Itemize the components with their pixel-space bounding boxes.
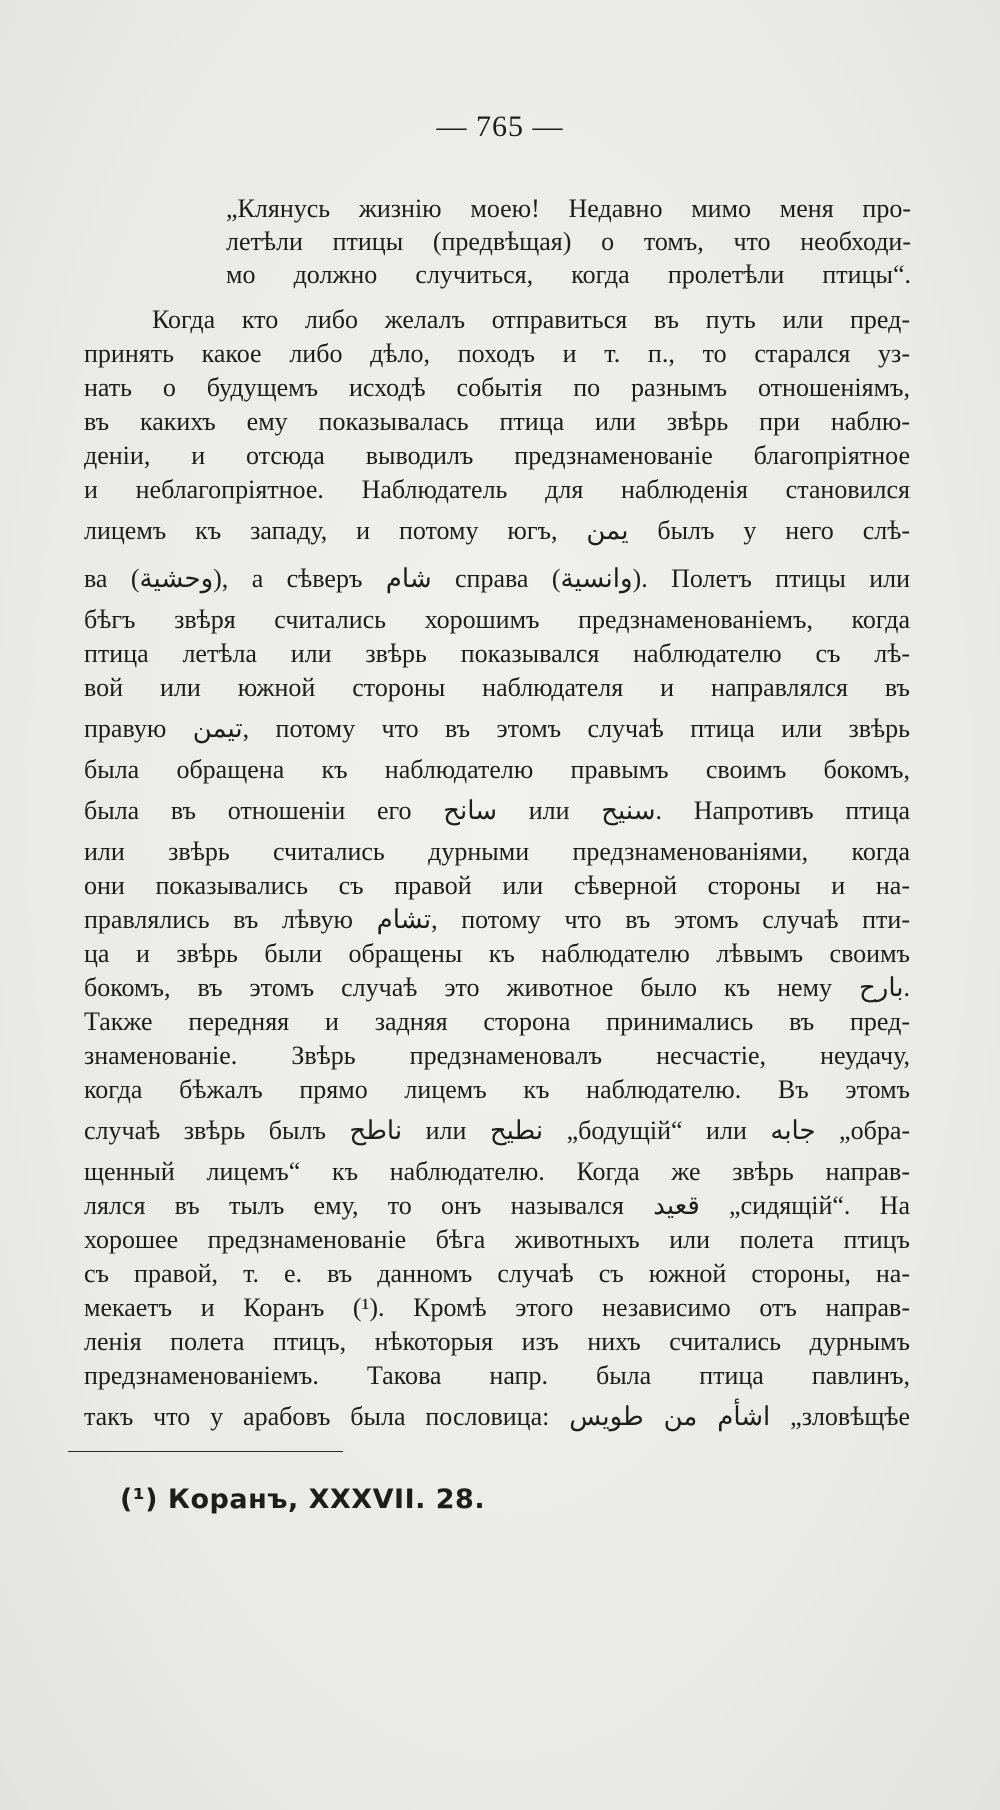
body-line: нать о будущемъ исходѣ событія по разнымъ отношеніямъ, bbox=[84, 373, 910, 402]
body-line: была обращена къ наблюдателю правымъ своимъ бокомъ, bbox=[84, 755, 910, 784]
body-line: лялся въ тылъ ему, то онъ назывался قعيد „сидящій“. На bbox=[84, 1191, 910, 1220]
body-line: такъ что у арабовъ была пословица: اشأم من طويس „зловѣщѣе bbox=[84, 1402, 911, 1431]
body-line: знаменованіе. Звѣрь предзнаменовалъ несчастіе, неудачу, bbox=[84, 1041, 910, 1070]
main-paragraph bbox=[84, 303, 910, 1441]
body-line: мекаетъ и Коранъ (¹). Кромѣ этого независимо отъ направ- bbox=[84, 1293, 910, 1322]
body-line: бѣгъ звѣря считались хорошимъ предзнаменованіемъ, когда bbox=[84, 605, 910, 634]
body-line: правую تيمن, потому что въ этомъ случаѣ птица или звѣрь bbox=[84, 714, 911, 743]
quote-line: мо должно случиться, когда пролетѣли птицы“. bbox=[226, 260, 911, 289]
body-line: когда бѣжалъ прямо лицемъ къ наблюдателю. Въ этомъ bbox=[84, 1075, 910, 1104]
footnote-divider bbox=[68, 1451, 343, 1452]
body-line: Также передняя и задняя сторона принимались въ пред- bbox=[84, 1007, 910, 1036]
quote-block bbox=[226, 192, 911, 291]
body-line: деніи, и отсюда выводилъ предзнаменованіе благопріятное bbox=[84, 441, 910, 470]
body-line: они показывались съ правой или сѣверной стороны и на- bbox=[84, 871, 910, 900]
body-line: правлялись въ лѣвую تشام, потому что въ этомъ случаѣ пти- bbox=[84, 905, 910, 934]
body-line: и неблагопріятное. Наблюдатель для наблюденія становился bbox=[84, 475, 910, 504]
body-line: случаѣ звѣрь былъ ناطح или نطيح „бодущій“ или جابه „обра- bbox=[84, 1116, 911, 1145]
body-line: лицемъ къ западу, и потому югъ, يمن былъ у него слѣ- bbox=[84, 516, 910, 545]
body-line: Когда кто либо желалъ отправиться въ путь или пред- bbox=[152, 305, 910, 334]
quote-line: „Клянусь жизнію моею! Недавно мимо меня про- bbox=[226, 194, 911, 223]
footnote: (¹) Коранъ, XXXVII. 28. bbox=[120, 1484, 486, 1515]
body-line: хорошее предзнаменованіе бѣга животныхъ или полета птицъ bbox=[84, 1225, 910, 1254]
body-line: принять какое либо дѣло, походъ и т. п., то старался уз- bbox=[84, 339, 910, 368]
page-number: — 765 — bbox=[436, 110, 564, 143]
quote-line: летѣли птицы (предвѣщая) о томъ, что необходи- bbox=[226, 227, 911, 256]
body-line: была въ отношеніи его سانح или سنيح. Напротивъ птица bbox=[84, 796, 910, 825]
body-line: ца и звѣрь были обращены къ наблюдателю лѣвымъ своимъ bbox=[84, 939, 910, 968]
body-line: вой или южной стороны наблюдателя и направлялся въ bbox=[84, 673, 910, 702]
body-line: или звѣрь считались дурными предзнаменованіями, когда bbox=[84, 837, 910, 866]
body-line: щенный лицемъ“ къ наблюдателю. Когда же звѣрь направ- bbox=[84, 1157, 910, 1186]
body-line: ва (وحشية), а сѣверъ شام справа (وانسية). Полетъ птицы или bbox=[84, 564, 910, 593]
body-line: въ какихъ ему показывалась птица или звѣрь при наблю- bbox=[84, 407, 910, 436]
body-line: ленія полета птицъ, нѣкоторыя изъ нихъ считались дурнымъ bbox=[84, 1327, 910, 1356]
body-line: съ правой, т. е. въ данномъ случаѣ съ южной стороны, на- bbox=[84, 1259, 910, 1288]
body-line: бокомъ, въ этомъ случаѣ это животное было къ нему بارح. bbox=[84, 973, 910, 1002]
body-line: предзнаменованіемъ. Такова напр. была птица павлинъ, bbox=[84, 1361, 910, 1390]
body-line: птица летѣла или звѣрь показывался наблюдателю съ лѣ- bbox=[84, 639, 910, 668]
